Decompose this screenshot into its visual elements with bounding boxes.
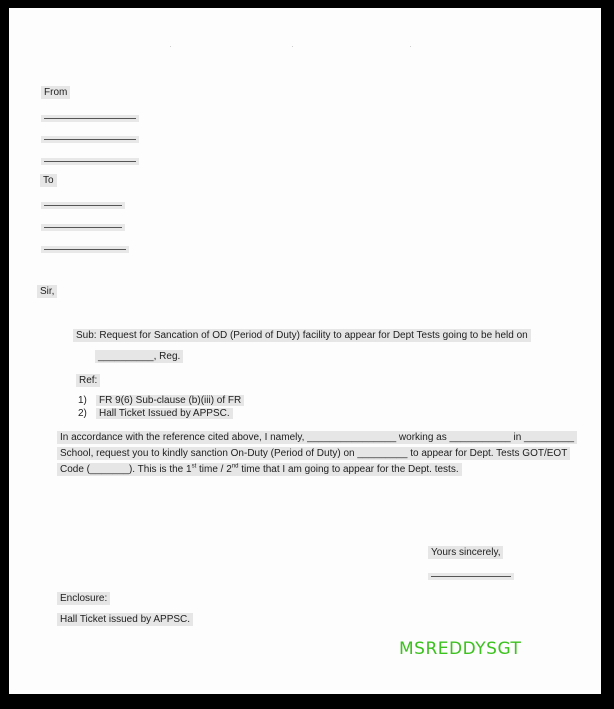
enclosure-item: Hall Ticket issued by APPSC. bbox=[57, 613, 193, 626]
subject-line: Sub: Request for Sancation of OD (Period of Duty) facility to appear for Dept Tests going to be held on bbox=[73, 329, 531, 342]
ref-item-number: 2) bbox=[78, 408, 87, 419]
ref-item bbox=[78, 407, 244, 420]
ref-label: Ref: bbox=[76, 374, 100, 387]
body-text-part: time that I am going to appear for the Dept. tests. bbox=[238, 464, 459, 475]
to-label: To bbox=[40, 174, 57, 187]
ref-item-number: 1) bbox=[78, 395, 87, 406]
watermark: MSREDDYSGT bbox=[399, 639, 522, 659]
to-blank-line-2 bbox=[44, 227, 122, 228]
ref-item-text: Hall Ticket Issued by APPSC. bbox=[96, 408, 233, 419]
body-line-text: School, request you to kindly sanction On-Duty (Period of Duty) on _________ to appear for Dept. Tests GOT/EOT bbox=[57, 447, 570, 460]
from-blank-line-3 bbox=[44, 161, 136, 162]
subject-date-reg: __________, Reg. bbox=[95, 350, 183, 363]
ordinal-superscript: st bbox=[191, 463, 197, 470]
ref-item bbox=[78, 394, 244, 407]
from-label: From bbox=[41, 86, 70, 99]
ref-list bbox=[78, 394, 244, 420]
ref-item-text: FR 9(6) Sub-clause (b)(iii) of FR bbox=[96, 395, 244, 406]
body-text-part: Code (_______). This is the 1 bbox=[60, 464, 192, 475]
closing: Yours sincerely, bbox=[428, 546, 503, 559]
scan-speck: · bbox=[291, 41, 294, 51]
salutation: Sir, bbox=[37, 285, 57, 298]
body-line bbox=[57, 462, 577, 478]
body-line-text: In accordance with the reference cited above, I namely, ________________ working as ___________ in _________ bbox=[57, 431, 577, 444]
body-line-text bbox=[57, 463, 462, 476]
to-blank-line-1 bbox=[44, 205, 122, 206]
ordinal-superscript: nd bbox=[231, 463, 239, 470]
from-blank-line-1 bbox=[44, 118, 136, 119]
body-paragraph bbox=[57, 430, 577, 478]
body-line bbox=[57, 446, 577, 462]
scan-speck: · bbox=[409, 41, 412, 51]
scan-speck: · bbox=[169, 41, 172, 51]
body-text-part: time / 2 bbox=[196, 464, 232, 475]
from-blank-line-2 bbox=[44, 139, 136, 140]
signature-line bbox=[431, 576, 511, 577]
body-line bbox=[57, 430, 577, 446]
to-blank-line-3 bbox=[44, 249, 126, 250]
letter-page bbox=[9, 8, 601, 694]
enclosure-label: Enclosure: bbox=[57, 592, 110, 605]
